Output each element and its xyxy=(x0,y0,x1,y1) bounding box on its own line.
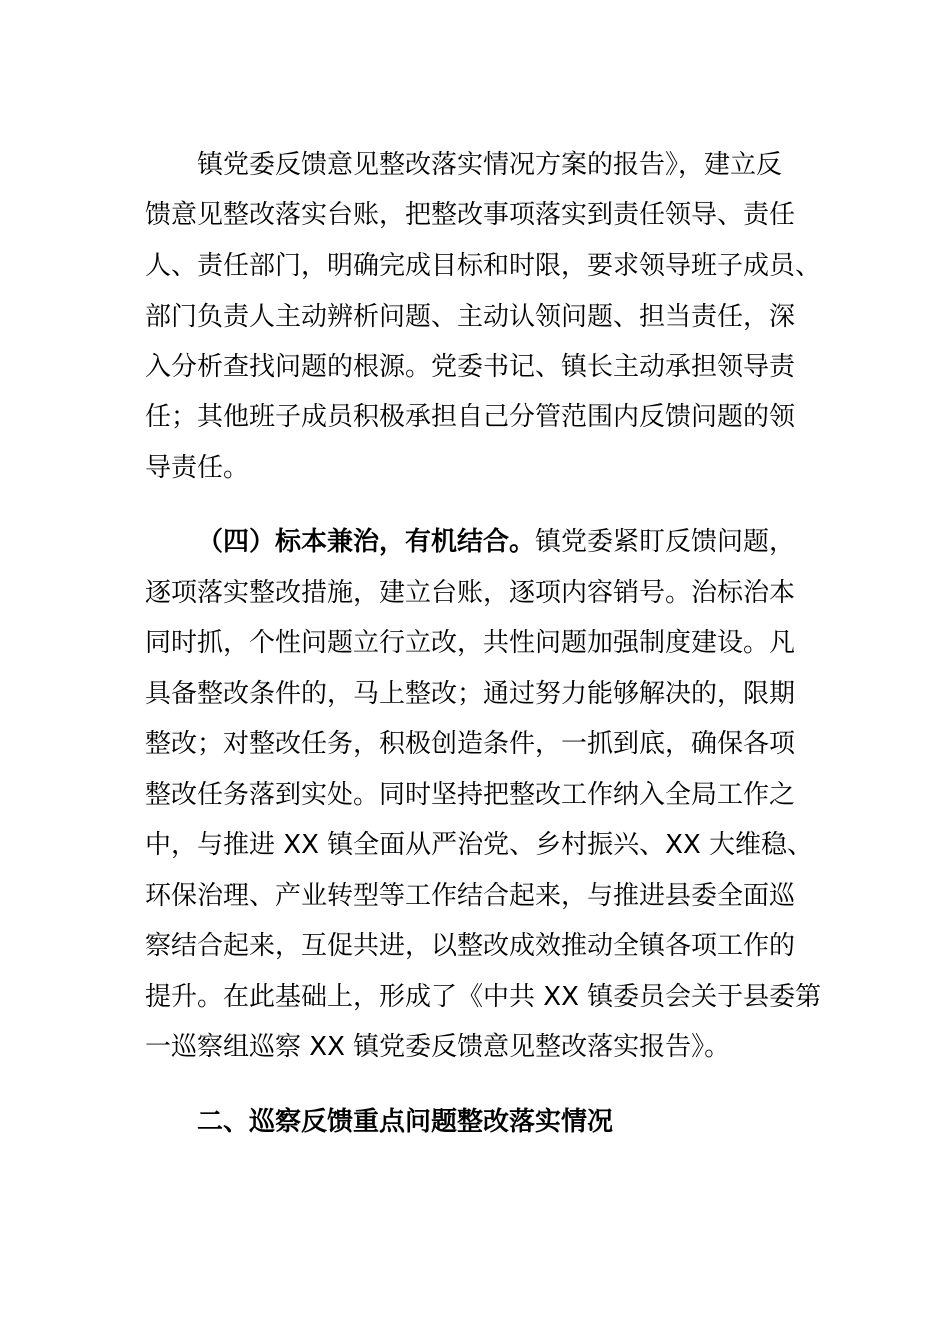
paragraph-line: 入分析查找问题的根源。党委书记、镇长主动承担领导责 xyxy=(145,352,796,382)
paragraph-line: 中，与推进 XX 镇全面从严治党、乡村振兴、XX 大维稳、 xyxy=(145,830,814,860)
paragraph-line: 逐项落实整改措施，建立台账，逐项内容销号。治标治本 xyxy=(145,578,796,608)
paragraph-line: 馈意见整改落实台账，把整改事项落实到责任领导、责任 xyxy=(145,200,796,230)
paragraph-line: 整改；对整改任务，积极创造条件，一抓到底，确保各项 xyxy=(145,729,796,759)
paragraph-line: 察结合起来，互促共进，以整改成效推动全镇各项工作的 xyxy=(145,931,796,961)
paragraph-line: 镇党委反馈意见整改落实情况方案的报告》，建立反 xyxy=(197,150,783,180)
paragraph-line: 提升。在此基础上，形成了《中共 XX 镇委员会关于县委第 xyxy=(145,982,822,1012)
paragraph-line: 导责任。 xyxy=(145,453,250,483)
paragraph-line: 具备整改条件的，马上整改；通过努力能够解决的，限期 xyxy=(145,679,796,709)
paragraph-line: 环保治理、产业转型等工作结合起来，与推进县委全面巡 xyxy=(145,881,796,911)
subsection-heading: （四）标本兼治，有机结合。 xyxy=(197,527,536,557)
paragraph-line: 部门负责人主动辨析问题、主动认领问题、担当责任，深 xyxy=(145,302,796,332)
paragraph-line: 一巡察组巡察 XX 镇党委反馈意见整改落实报告》。 xyxy=(145,1032,731,1062)
paragraph-line: 整改任务落到实处。同时坚持把整改工作纳入全局工作之 xyxy=(145,780,796,810)
paragraph-first-line xyxy=(197,525,867,559)
paragraph-text: 镇党委紧盯反馈问题， xyxy=(535,527,796,557)
paragraph-line: 人、责任部门，明确完成目标和时限，要求领导班子成员、 xyxy=(145,251,822,281)
paragraph-line: 同时抓，个性问题立行立改，共性问题加强制度建设。凡 xyxy=(145,628,796,658)
section-heading: 二、巡察反馈重点问题整改落实情况 xyxy=(197,1107,614,1137)
paragraph-line: 任；其他班子成员积极承担自己分管范围内反馈问题的领 xyxy=(145,402,796,432)
